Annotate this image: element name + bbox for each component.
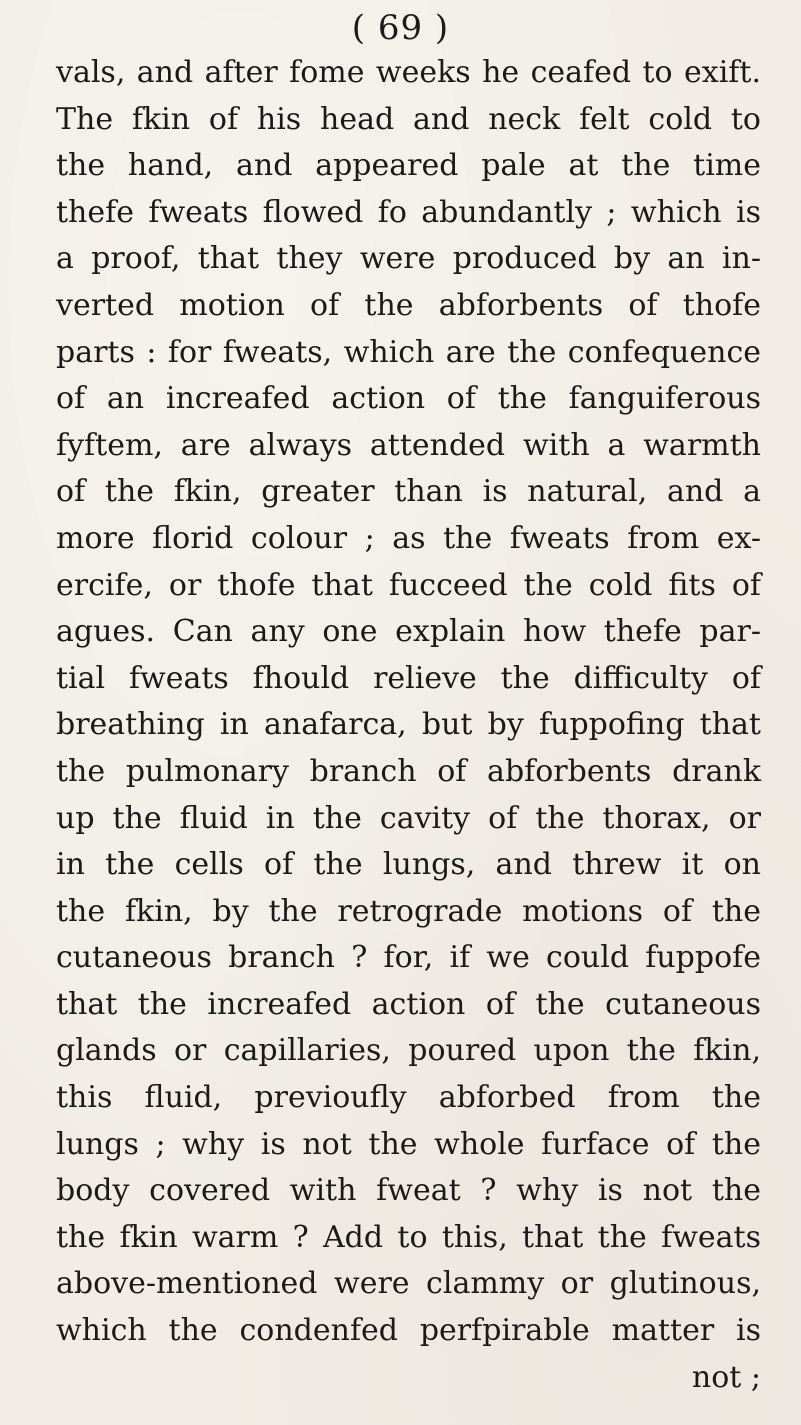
text-line: the fkin warm ? Add to this, that the fweats	[56, 1219, 761, 1255]
text-line: that the increafed action of the cutaneous	[56, 986, 761, 1022]
text-line: above-mentioned were clammy or glutinous,	[56, 1266, 761, 1302]
text-line: up the fluid in the cavity of the thorax, or	[56, 800, 761, 836]
text-line: vals, and after fome weeks he ceafed to exift.	[56, 55, 761, 90]
text-line: this fluid, previoufly abforbed from the	[56, 1080, 761, 1116]
text-line: of the fkin, greater than is natural, and a	[56, 474, 761, 510]
text-line: body covered with fweat ? why is not the	[56, 1173, 761, 1209]
text-line: a proof, that they were produced by an in-	[56, 241, 761, 277]
text-line: breathing in anafarca, but by fuppofing that	[56, 707, 761, 743]
text-line: agues. Can any one explain how thefe par-	[56, 614, 761, 650]
text-line: cutaneous branch ? for, if we could fuppofe	[56, 940, 761, 976]
text-line: ercife, or thofe that fucceed the cold fits of	[56, 567, 761, 603]
text-line: of an increafed action of the fanguiferous	[56, 381, 761, 417]
text-line: verted motion of the abforbents of thofe	[56, 287, 761, 323]
text-line: thefe fweats flowed fo abundantly ; which is	[56, 194, 761, 230]
text-line: the fkin, by the retrograde motions of the	[56, 893, 761, 929]
text-line: lungs ; why is not the whole furface of the	[56, 1126, 761, 1162]
text-line: fyftem, are always attended with a warmth	[56, 427, 761, 463]
body-text	[56, 50, 761, 1401]
text-line: glands or capillaries, poured upon the fkin,	[56, 1033, 761, 1069]
text-line: which the condenfed perfpirable matter is	[56, 1313, 761, 1349]
text-line: the hand, and appeared pale at the time	[56, 148, 761, 184]
catchword: not ;	[691, 1359, 761, 1395]
page-number: ( 69 )	[351, 8, 450, 48]
text-line: The fkin of his head and neck felt cold to	[56, 101, 761, 137]
text-line: more florid colour ; as the fweats from ex-	[56, 520, 761, 556]
text-line: tial fweats fhould relieve the difficulty of	[56, 660, 761, 696]
text-line: parts : for fweats, which are the confequence	[56, 334, 761, 370]
text-line: in the cells of the lungs, and threw it on	[56, 847, 761, 883]
text-line: the pulmonary branch of abforbents drank	[56, 753, 761, 789]
